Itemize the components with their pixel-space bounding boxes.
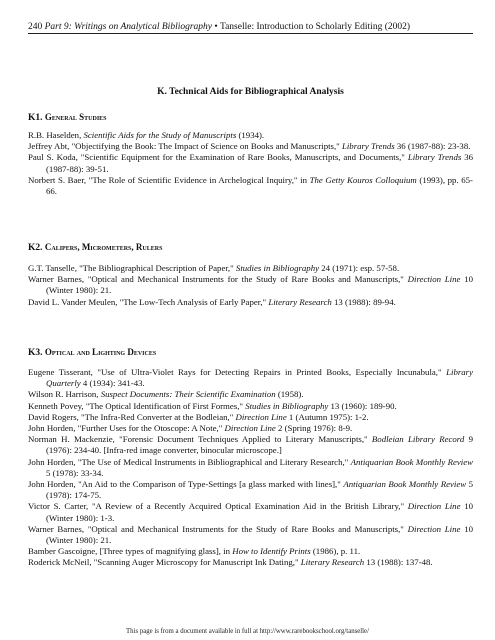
- bibliography-entry: G.T. Tanselle, "The Bibliographical Description of Paper," Studies in Bibliography 24 (1971): esp. 57-58.: [28, 263, 400, 273]
- entry-list-k2: [28, 263, 473, 308]
- bibliography-entry: Warner Barnes, "Optical and Mechanical Instruments for the Study of Rare Books and Manuscripts," Direction Line 10 (Winter 1980): 21.: [28, 523, 473, 546]
- section-heading-text: Optical and Lighting Devices: [44, 347, 157, 357]
- section-code: K1.: [28, 113, 43, 123]
- publication-title: Literary Research: [268, 296, 332, 307]
- publication-title: Bodleian Library Record: [371, 434, 465, 445]
- entry-list-k1: [28, 130, 473, 197]
- bibliography-entry: Wilson R. Harrison, Suspect Documents: Their Scientific Examination (1958).: [28, 389, 304, 400]
- bibliography-entry: Norman H. Mackenzie, "Forensic Document Techniques Applied to Literary Manuscripts," Bodleian Library Record 9 (1976): 234-40. [Infra-red image converter, binocular microscope.]: [28, 434, 473, 456]
- section-heading-k3: [28, 346, 156, 359]
- running-header: [28, 21, 473, 33]
- bibliography-entry: Kenneth Povey, "The Optical Identification of First Formes," Studies in Bibliography 13 (1960): 189-90.: [28, 400, 397, 411]
- bibliography-entry: David Rogers, "The Infra-Red Converter at the Bodleian," Direction Line 1 (Autumn 1975): 1-2.: [28, 411, 369, 422]
- bibliography-entry: Warner Barnes, "Optical and Mechanical Instruments for the Study of Rare Books and Manuscripts," Direction Line 10 (Winter 1980): 21.: [28, 274, 473, 296]
- page-number: 240: [28, 22, 43, 32]
- bibliography-entry: Paul S. Koda, "Scientific Equipment for the Examination of Rare Books, Manuscripts, and Documents," Library Trends 36 (1987-88): 39-51.: [28, 152, 473, 174]
- header-rule: [28, 33, 473, 34]
- bibliography-entry: Roderick McNeil, "Scanning Auger Microscopy for Manuscript Ink Dating," Literary Research 13 (1988): 137-48.: [28, 557, 433, 568]
- section-heading-k1: [28, 111, 107, 124]
- publication-title: Studies in Bibliography: [245, 400, 329, 411]
- publication-title: Antiquarian Book Monthly Review: [343, 479, 467, 490]
- publication-title: Direction Line: [407, 274, 461, 285]
- bibliography-entry: Bamber Gascoigne, [Three types of magnifying glass], in How to Identify Prints (1986), p. 11.: [28, 546, 361, 557]
- publication-title: Library Quarterly: [46, 367, 473, 389]
- publication-title: Antiquarian Book Monthly Review: [350, 456, 473, 467]
- part-title: Part 9: Writings on Analytical Bibliography: [44, 22, 213, 32]
- publication-title: Library Trends: [407, 152, 462, 163]
- bibliography-entry: Norbert S. Baer, "The Role of Scientific Evidence in Archelogical Inquiry," in The Getty Kouros Colloquium (1993), pp. 65-66.: [28, 174, 473, 197]
- section-heading-text: Calipers, Micrometers, Rulers: [44, 242, 163, 252]
- bibliography-entry: Jeffrey Abt, "Objectifying the Book: The Impact of Science on Books and Manuscripts," Library Trends 36 (1987-88): 23-38.: [28, 141, 471, 152]
- entry-list-k3: [28, 367, 473, 569]
- publication-title: Suspect Documents: Their Scientific Examination: [100, 389, 276, 400]
- bibliography-entry: Eugene Tisserant, "Use of Ultra-Violet Rays for Detecting Repairs in Printed Books, Especially Incunabula," Library Quarterly 4 (1934): 341-43.: [28, 367, 473, 389]
- publication-title: Literary Research: [300, 557, 365, 568]
- bibliography-entry: Victor S. Carter, "A Review of a Recently Acquired Optical Examination Aid in the British Library," Direction Line 10 (Winter 1980): 1-3.: [28, 501, 473, 523]
- section-title: K. Technical Aids for Bibliographical Analysis: [157, 87, 344, 97]
- publication-title: Library Trends: [341, 141, 395, 152]
- bibliography-entry: David L. Vander Meulen, "The Low-Tech Analysis of Early Paper," Literary Research 13 (1988): 89-94.: [28, 296, 396, 307]
- section-code: K3.: [28, 348, 43, 358]
- publication-title: Scientific Aids for the Study of Manuscripts: [83, 130, 237, 140]
- header-source: Tanselle: Introduction to Scholarly Editing (2002): [219, 22, 411, 32]
- publication-title: Direction Line: [224, 423, 276, 434]
- header-bullet: •: [214, 22, 218, 32]
- publication-title: Studies in Bibliography: [235, 263, 319, 273]
- publication-title: The Getty Kouros Colloquium: [309, 174, 417, 185]
- section-heading-k2: [28, 241, 162, 254]
- bibliography-entry: John Horden, "An Aid to the Comparison of Type-Settings [a glass marked with lines]," Antiquarian Book Monthly Review 5 (1978): 174-75.: [28, 479, 473, 501]
- publication-title: How to Identify Prints: [232, 546, 311, 557]
- publication-title: Direction Line: [407, 523, 461, 534]
- publication-title: Direction Line: [407, 501, 461, 512]
- footer-note: This page is from a document available in full at http://www.rarebookschool.org/tanselle/: [126, 628, 369, 635]
- publication-title: Direction Line: [235, 411, 287, 422]
- bibliography-entry: John Horden, "The Use of Medical Instruments in Bibliographical and Literary Research," Antiquarian Book Monthly Review 5 (1978): 33-34.: [28, 456, 473, 478]
- section-heading-text: General Studies: [44, 112, 107, 122]
- section-code: K2.: [28, 243, 43, 253]
- bibliography-entry: John Horden, "Further Uses for the Otoscope: A Note," Direction Line 2 (Spring 1976): 8-9.: [28, 423, 353, 434]
- bibliography-entry: R.B. Haselden, Scientific Aids for the Study of Manuscripts (1934).: [28, 130, 265, 140]
